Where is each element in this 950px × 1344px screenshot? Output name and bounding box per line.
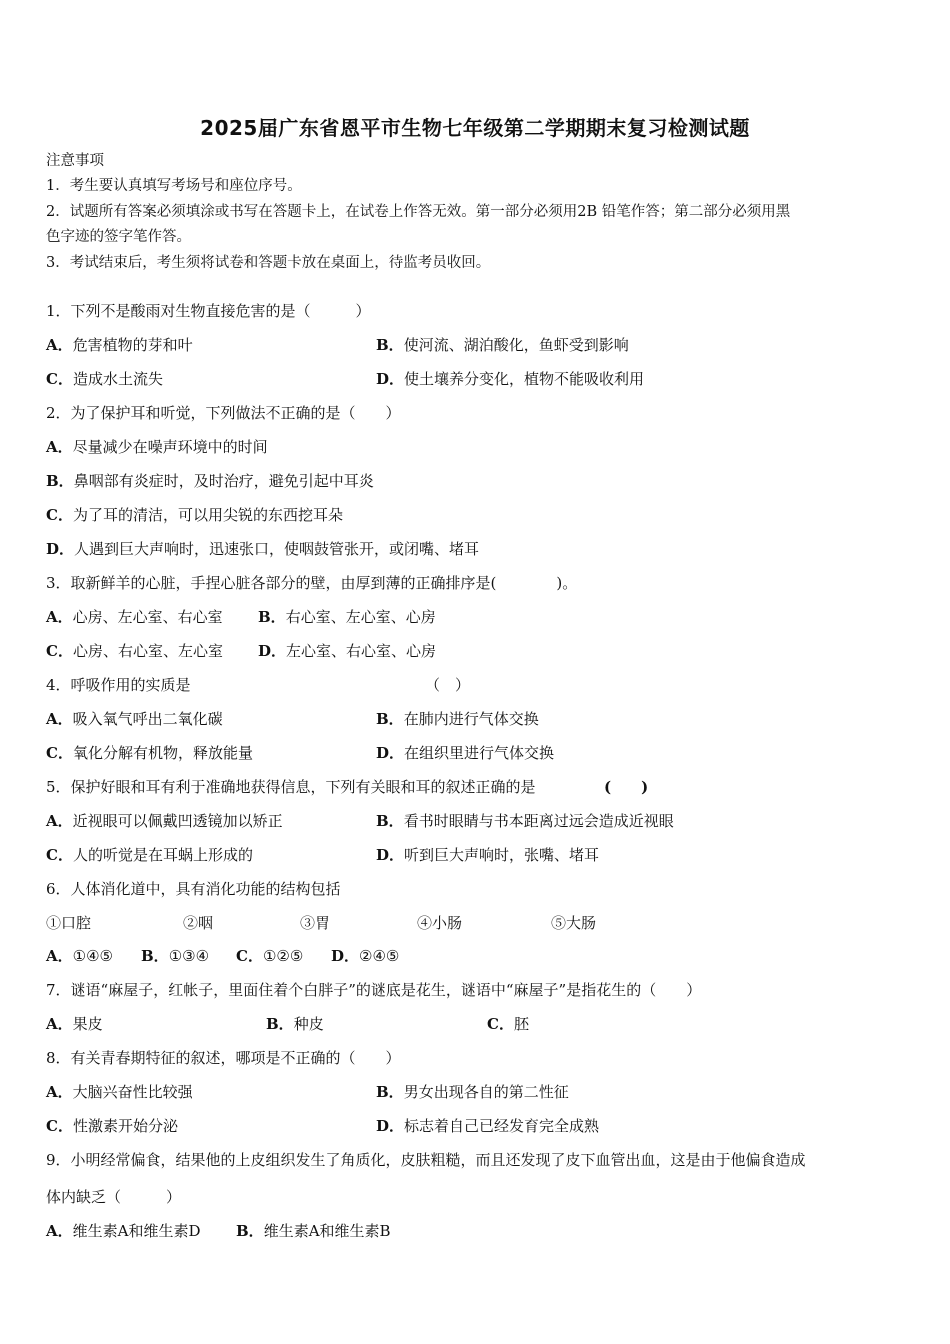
notice-item: 1．考生要认真填写考场号和座位序号。 [46,178,302,194]
option-c: C．性激素开始分泌 [46,1117,178,1135]
option-a: A．①④⑤ [46,947,113,965]
option-b: B．在肺内进行气体交换 [376,710,539,728]
option-a: A．近视眼可以佩戴凹透镜加以矫正 [46,812,283,830]
option-d: D．②④⑤ [331,947,400,965]
option-b: B．右心室、左心室、心房 [258,608,436,626]
question-stem: 6．人体消化道中，具有消化功能的结构包括 [46,880,341,898]
option-c: C．人的听觉是在耳蜗上形成的 [46,846,253,864]
notice-item: 2．试题所有答案必须填涂或书写在答题卡上，在试卷上作答无效。第一部分必须用2B 铅笔作答；第二部分必须用黑 [46,204,791,220]
option-b: B．看书时眼睛与书本距离过远会造成近视眼 [376,812,674,830]
list-item: ④小肠 [417,914,463,932]
option-d: D．在组织里进行气体交换 [376,744,555,762]
option-b: B．种皮 [266,1015,324,1033]
page-title: 2025届广东省恩平市生物七年级第二学期期末复习检测试题 [200,116,750,140]
option-c: C．氧化分解有机物，释放能量 [46,744,253,762]
option-a: A．危害植物的芽和叶 [46,336,193,354]
list-item: ①口腔 [46,914,92,932]
question-stem: 7．谜语“麻屋子，红帐子，里面住着个白胖子”的谜底是花生，谜语中“麻屋子”是指花生的（ ） [46,981,702,999]
question-stem: 1．下列不是酸雨对生物直接危害的是（ ） [46,302,371,320]
option-a: A．大脑兴奋性比较强 [46,1083,193,1101]
option-d: D．使土壤养分变化，植物不能吸收利用 [376,370,645,388]
question-stem-continued: 体内缺乏（ ） [46,1188,182,1206]
question-paren: ( ) [604,778,649,796]
list-item: ②咽 [183,914,214,932]
option-d: D．左心室、右心室、心房 [258,642,437,660]
option-b: B．维生素A和维生素B [236,1222,391,1240]
option-b: B．鼻咽部有炎症时，及时治疗，避免引起中耳炎 [46,472,374,490]
option-d: D．人遇到巨大声响时，迅速张口，使咽鼓管张开，或闭嘴、堵耳 [46,540,480,558]
question-stem: 3．取新鲜羊的心脏，手捏心脏各部分的壁，由厚到薄的正确排序是( )。 [46,574,578,592]
notice-item: 3．考试结束后，考生须将试卷和答题卡放在桌面上，待监考员收回。 [46,255,491,271]
question-stem: 9．小明经常偏食，结果他的上皮组织发生了角质化，皮肤粗糙，而且还发现了皮下血管出血，这是由于他偏食造成 [46,1151,806,1169]
list-item: ③胃 [300,914,331,932]
option-c: C．①②⑤ [236,947,304,965]
option-a: A．维生素A和维生素D [46,1222,201,1240]
question-stem: 8．有关青春期特征的叙述，哪项是不正确的（ ） [46,1049,401,1067]
notice-heading: 注意事项 [46,153,104,169]
option-a: A．尽量减少在噪声环境中的时间 [46,438,268,456]
question-stem: 4．呼吸作用的实质是 [46,676,191,694]
option-a: A．果皮 [46,1015,103,1033]
option-d: D．听到巨大声响时，张嘴、堵耳 [376,846,600,864]
list-item: ⑤大肠 [551,914,597,932]
question-paren: （ ） [425,676,471,694]
option-b: B．男女出现各自的第二性征 [376,1083,569,1101]
option-c: C．胚 [487,1015,529,1033]
option-b: B．使河流、湖泊酸化，鱼虾受到影响 [376,336,629,354]
option-c: C．造成水土流失 [46,370,163,388]
question-stem: 5．保护好眼和耳有利于准确地获得信息，下列有关眼和耳的叙述正确的是 [46,778,536,796]
question-stem: 2．为了保护耳和听觉，下列做法不正确的是（ ） [46,404,401,422]
option-c: C．心房、右心室、左心室 [46,642,223,660]
option-d: D．标志着自己已经发育完全成熟 [376,1117,600,1135]
notice-item: 色字迹的签字笔作答。 [46,229,191,245]
option-b: B．①③④ [141,947,210,965]
option-a: A．心房、左心室、右心室 [46,608,223,626]
option-a: A．吸入氧气呼出二氧化碳 [46,710,223,728]
option-c: C．为了耳的清洁，可以用尖锐的东西挖耳朵 [46,506,343,524]
